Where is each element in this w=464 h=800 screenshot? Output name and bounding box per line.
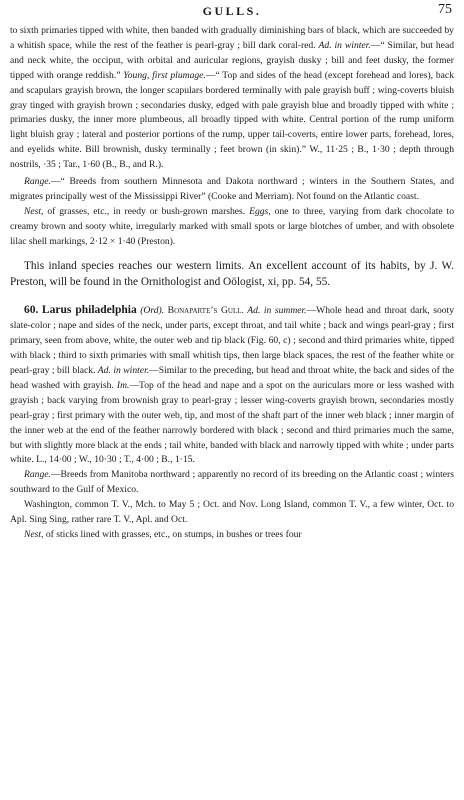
range-paragraph (10, 175, 454, 205)
species-note-paragraph: This inland species reaches our western limits. An excellent account of its habits, by J. W. Preston, will be found in the Ornithologist and Oölogist, xi, pp. 54, 55. (10, 259, 454, 288)
description-line: feather is pearl-gray ; bill dark coral-red. (156, 39, 316, 51)
adult-winter-text: —Similar to the preceding, but head and throat white, the back and sides of the head washed with grayish. (10, 365, 454, 391)
adult-winter-label: Ad. in winter. (95, 365, 150, 377)
species-common-name: Bonaparte’s Gull. (167, 305, 244, 317)
page-number: 75 (438, 2, 452, 17)
range-text: —Breeds from Manitoba northward ; apparently no record of its breeding on the Atlantic coast ; winters southward to the Gulf of Mexico. (10, 469, 454, 496)
local-records-paragraph: Washington, common T. V., Mch. to May 5 ; Oct. and Nov. Long Island, common T. V., a few winter, Oct. to Apl. Sing Sing, rather rare T. V., Apl. and Oct. (10, 499, 454, 526)
running-head (10, 0, 454, 24)
nest-text: of grasses, etc., in reedy or bush-grown marshes. (43, 205, 250, 217)
running-title: GULLS. (202, 4, 262, 18)
range-paragraph (10, 468, 454, 498)
adult-winter-text: —“ Similar, but head and neck white, the occiput, with orbital and auricular regions, grayish dusky ; bill and feet dusky, the former tipped with orange reddish.” (10, 39, 454, 81)
nest-label: Nest, (24, 529, 44, 540)
young-plumage-text: —“ Top and sides of the head (except forehead and lores), back and scapulars grayish brown, the longer scapulars bordered terminally with pale grayish buff ; wing-coverts bluish gray tinged with grayish brown ; secondaries dusky, edged with pale grayish blue and broadly tipped with white ; primaries dusky, the inner more plumbeous, all broadly tipped with white. Central portion of the rump uniform light bluish gray ; lateral and posterior portions of the rump, upper tail-coverts, entire lower parts, forehead, lores, and eyelids white. Bill brownish, dusky terminally ; feet brown (in skin).” W., 11·25 ; B., 1·30 ; depth through nostrils, ·35 ; Tar., 1·60 (B., B., and R.). (10, 69, 454, 171)
nest-paragraph (10, 205, 454, 250)
young-plumage-label: Young, first plumage. (123, 69, 206, 81)
nest-text: of sticks lined with grasses, etc., on stumps, in bushes or trees four (43, 529, 302, 540)
nest-label: Nest, (24, 205, 44, 217)
adult-winter-label: Ad. in winter. (318, 39, 371, 51)
range-label: Range. (24, 469, 51, 481)
range-label: Range. (24, 176, 51, 188)
range-text: —“ Breeds from southern Minnesota and Dakota northward ; winters in the Southern States, and migrates principally west of the Mississippi River” (Cooke and Merriam). Not found on the Atlantic coast. (10, 176, 454, 202)
species-entry-paragraph (10, 303, 454, 468)
species-number: 60. (24, 304, 39, 317)
species-authority: (Ord). (136, 305, 168, 317)
description-paragraph (10, 24, 454, 173)
description-line: to sixth primaries tipped with white, then banded with gradually diminishing (10, 25, 306, 36)
description-line: bars of black, which are succeeded by a whitish space, while the rest of the (10, 25, 454, 51)
eggs-label: Eggs, (249, 205, 271, 217)
adult-summer-text: —Whole head and throat dark, sooty slate-color ; nape and sides of the neck, under parts, except throat, and tail white ; back and wings pearl-gray ; first primary, seen from above, white, the outer web and tip black (Fig. 60, c) ; second and third primaries white, tipped with black ; third to sixth primaries with small whitish tips, then large black spaces, the rest of the feather white or pearl-gray ; bill black. (10, 305, 455, 377)
eggs-text: one to three, varying from dark chocolate to creamy brown and sooty white, irregularly marked with small spots or large blotches of umber, and with obsolete lilac shell markings, 2·12 × 1·40 (Preston). (10, 205, 455, 247)
nest-paragraph (10, 528, 454, 543)
species-scientific-name: Larus philadelphia (41, 304, 137, 317)
immature-text: —Top of the head and nape and a spot on the auriculars more or less washed with grayish ; back varying from brownish gray to pearl-gray ; lesser wing-coverts grayish brown, secondaries mostly pearl-gray ; first primary with the outer web, tip, and most of the shaft part of the inner web black ; inner margin of the inner web at the end of the feather narrowly bordered with black ; second and third primaries much the same, but with slightly more black at the ends ; tail white, banded with black and narrowly tipped with white ; under parts white. L., 14·00 ; W., 10·30 ; T., 4·00 ; B., 1·15. (10, 379, 455, 466)
adult-summer-label: Ad. in summer. (243, 305, 307, 317)
immature-label: Im. (113, 379, 130, 391)
